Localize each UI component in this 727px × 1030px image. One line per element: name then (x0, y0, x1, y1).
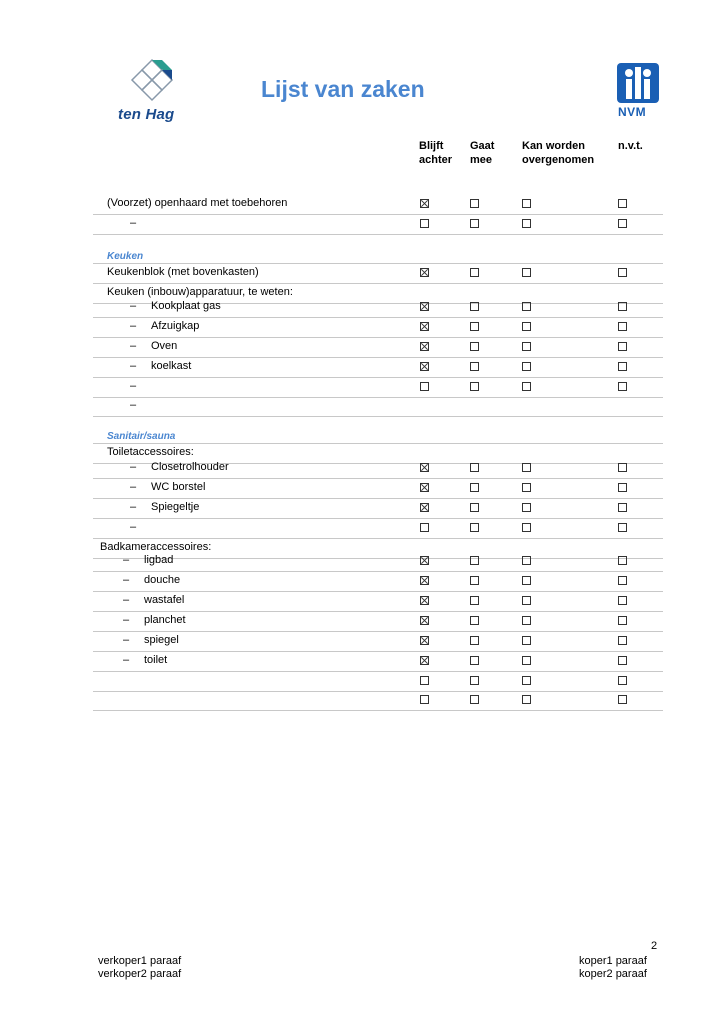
table-row (93, 672, 663, 692)
checkbox-nvt[interactable] (618, 342, 627, 351)
checkbox-blijft-achter[interactable] (420, 268, 429, 277)
nvm-emblem-icon (615, 61, 661, 105)
checkbox-gaat-mee[interactable] (470, 636, 479, 645)
table-row (93, 338, 663, 358)
checkbox-nvt[interactable] (618, 483, 627, 492)
checkbox-nvt[interactable] (618, 302, 627, 311)
table-row (93, 632, 663, 652)
category-label: Sanitair/sauna (107, 431, 176, 442)
dash-bullet: – (130, 217, 137, 229)
dash-bullet: – (130, 461, 137, 473)
checkbox-kan-worden-overgenomen[interactable] (522, 219, 531, 228)
table-row (93, 459, 663, 479)
row-label: Badkameraccessoires: (100, 541, 212, 553)
checkbox-blijft-achter[interactable] (420, 596, 429, 605)
checkbox-kan-worden-overgenomen[interactable] (522, 695, 531, 704)
checkbox-blijft-achter[interactable] (420, 362, 429, 371)
checkbox-kan-worden-overgenomen[interactable] (522, 463, 531, 472)
checkbox-nvt[interactable] (618, 463, 627, 472)
checkbox-blijft-achter[interactable] (420, 556, 429, 565)
table-row (93, 378, 663, 398)
checkbox-nvt[interactable] (618, 523, 627, 532)
checkbox-kan-worden-overgenomen[interactable] (522, 322, 531, 331)
checkbox-nvt[interactable] (618, 636, 627, 645)
nvm-wordmark: NVM (618, 105, 647, 119)
checkbox-nvt[interactable] (618, 616, 627, 625)
checkbox-gaat-mee[interactable] (470, 616, 479, 625)
checkbox-kan-worden-overgenomen[interactable] (522, 503, 531, 512)
checkbox-nvt[interactable] (618, 576, 627, 585)
checkbox-gaat-mee[interactable] (470, 463, 479, 472)
checkbox-gaat-mee[interactable] (470, 322, 479, 331)
dash-bullet: – (130, 300, 137, 312)
table-row (93, 479, 663, 499)
dash-bullet: – (130, 380, 137, 392)
ten-hag-emblem-icon (128, 58, 176, 104)
checkbox-kan-worden-overgenomen[interactable] (522, 302, 531, 311)
checkbox-nvt[interactable] (618, 695, 627, 704)
row-label: WC borstel (151, 481, 206, 493)
checkbox-blijft-achter[interactable] (420, 483, 429, 492)
row-label: (Voorzet) openhaard met toebehoren (107, 197, 288, 209)
table-row (93, 552, 663, 572)
table-row (93, 215, 663, 235)
dash-bullet: – (130, 360, 137, 372)
seller-initials: verkoper1 paraaf verkoper2 paraaf (98, 955, 182, 980)
row-label: ligbad (144, 554, 174, 566)
checkbox-kan-worden-overgenomen[interactable] (522, 362, 531, 371)
checkbox-gaat-mee[interactable] (470, 676, 479, 685)
checkbox-kan-worden-overgenomen[interactable] (522, 523, 531, 532)
dash-bullet: – (130, 501, 137, 513)
checkbox-nvt[interactable] (618, 656, 627, 665)
checkbox-nvt[interactable] (618, 362, 627, 371)
checkbox-gaat-mee[interactable] (470, 362, 479, 371)
checkbox-blijft-achter[interactable] (420, 463, 429, 472)
ten-hag-logo (118, 58, 188, 128)
dash-bullet: – (130, 521, 137, 533)
checkbox-nvt[interactable] (618, 268, 627, 277)
row-label: Afzuigkap (151, 320, 200, 332)
row-label: Toiletaccessoires: (107, 446, 194, 458)
row-label: Keuken (inbouw)apparatuur, te weten: (107, 286, 293, 298)
checkbox-blijft-achter[interactable] (420, 523, 429, 532)
page-title: Lijst van zaken (261, 76, 425, 102)
row-label: Keukenblok (met bovenkasten) (107, 266, 259, 278)
table-row (93, 397, 663, 417)
checkbox-gaat-mee[interactable] (470, 483, 479, 492)
checkbox-gaat-mee[interactable] (470, 342, 479, 351)
dash-bullet: – (123, 634, 130, 646)
checkbox-gaat-mee[interactable] (470, 556, 479, 565)
row-label: wastafel (144, 594, 185, 606)
checkbox-gaat-mee[interactable] (470, 219, 479, 228)
checkbox-blijft-achter[interactable] (420, 695, 429, 704)
dash-bullet: – (123, 594, 130, 606)
table-row (93, 652, 663, 672)
table-row (93, 195, 663, 215)
column-header-blijft-achter: Blijft achter (419, 140, 453, 166)
checkbox-blijft-achter[interactable] (420, 503, 429, 512)
dash-bullet: – (123, 654, 130, 666)
column-header-nvt: n.v.t. (618, 140, 643, 152)
checkbox-nvt[interactable] (618, 199, 627, 208)
checkbox-gaat-mee[interactable] (470, 656, 479, 665)
category-row (93, 252, 663, 264)
checkbox-gaat-mee[interactable] (470, 596, 479, 605)
dash-bullet: – (123, 554, 130, 566)
row-label: toilet (144, 654, 168, 666)
checkbox-nvt[interactable] (618, 382, 627, 391)
checkbox-blijft-achter[interactable] (420, 219, 429, 228)
checkbox-kan-worden-overgenomen[interactable] (522, 483, 531, 492)
checkbox-nvt[interactable] (618, 676, 627, 685)
checkbox-nvt[interactable] (618, 556, 627, 565)
checkbox-kan-worden-overgenomen[interactable] (522, 268, 531, 277)
checkbox-gaat-mee[interactable] (470, 382, 479, 391)
column-header-kan-worden-overgenomen: Kan worden overgenomen (522, 140, 595, 166)
checkbox-kan-worden-overgenomen[interactable] (522, 676, 531, 685)
nvm-logo (615, 61, 661, 121)
checkbox-blijft-achter[interactable] (420, 302, 429, 311)
dash-bullet: – (123, 614, 130, 626)
table-row (93, 612, 663, 632)
checkbox-gaat-mee[interactable] (470, 695, 479, 704)
checkbox-kan-worden-overgenomen[interactable] (522, 199, 531, 208)
checkbox-gaat-mee[interactable] (470, 268, 479, 277)
row-label: Spiegeltje (151, 501, 200, 513)
row-label: Oven (151, 340, 178, 352)
checkbox-kan-worden-overgenomen[interactable] (522, 556, 531, 565)
category-label: Keuken (107, 251, 144, 262)
checkbox-kan-worden-overgenomen[interactable] (522, 656, 531, 665)
checkbox-blijft-achter[interactable] (420, 636, 429, 645)
page-number: 2 (651, 940, 658, 952)
dash-bullet: – (130, 340, 137, 352)
row-label: spiegel (144, 634, 179, 646)
column-header-gaat-mee: Gaat mee (470, 140, 495, 166)
dash-bullet: – (130, 481, 137, 493)
checkbox-nvt[interactable] (618, 322, 627, 331)
checkbox-gaat-mee[interactable] (470, 523, 479, 532)
table-row (93, 318, 663, 338)
row-label: douche (144, 574, 181, 586)
table-row (93, 519, 663, 539)
table-row (93, 592, 663, 612)
table-row (93, 691, 663, 711)
dash-bullet: – (123, 574, 130, 586)
row-label: Kookplaat gas (151, 300, 221, 312)
table-row (93, 264, 663, 284)
checkbox-kan-worden-overgenomen[interactable] (522, 576, 531, 585)
checkbox-blijft-achter[interactable] (420, 576, 429, 585)
checkbox-kan-worden-overgenomen[interactable] (522, 636, 531, 645)
ten-hag-wordmark: ten Hag (118, 106, 175, 123)
checkbox-blijft-achter[interactable] (420, 199, 429, 208)
table-row (93, 499, 663, 519)
checkbox-kan-worden-overgenomen[interactable] (522, 382, 531, 391)
checkbox-blijft-achter[interactable] (420, 342, 429, 351)
checkbox-nvt[interactable] (618, 503, 627, 512)
dash-bullet: – (130, 320, 137, 332)
checkbox-blijft-achter[interactable] (420, 382, 429, 391)
checkbox-gaat-mee[interactable] (470, 503, 479, 512)
checkbox-blijft-achter[interactable] (420, 656, 429, 665)
row-label: planchet (144, 614, 186, 626)
checkbox-kan-worden-overgenomen[interactable] (522, 342, 531, 351)
checkbox-nvt[interactable] (618, 219, 627, 228)
buyer-initials: koper1 paraaf koper2 paraaf (579, 955, 647, 980)
table-row (93, 358, 663, 378)
row-label: Closetrolhouder (151, 461, 229, 473)
table-row (93, 572, 663, 592)
checkbox-gaat-mee[interactable] (470, 302, 479, 311)
checkbox-blijft-achter[interactable] (420, 616, 429, 625)
dash-bullet: – (130, 399, 137, 411)
category-row (93, 432, 663, 444)
checkbox-gaat-mee[interactable] (470, 199, 479, 208)
checkbox-kan-worden-overgenomen[interactable] (522, 596, 531, 605)
checkbox-blijft-achter[interactable] (420, 322, 429, 331)
checkbox-kan-worden-overgenomen[interactable] (522, 616, 531, 625)
checkbox-gaat-mee[interactable] (470, 576, 479, 585)
checkbox-blijft-achter[interactable] (420, 676, 429, 685)
table-row (93, 298, 663, 318)
checkbox-nvt[interactable] (618, 596, 627, 605)
row-label: koelkast (151, 360, 192, 372)
